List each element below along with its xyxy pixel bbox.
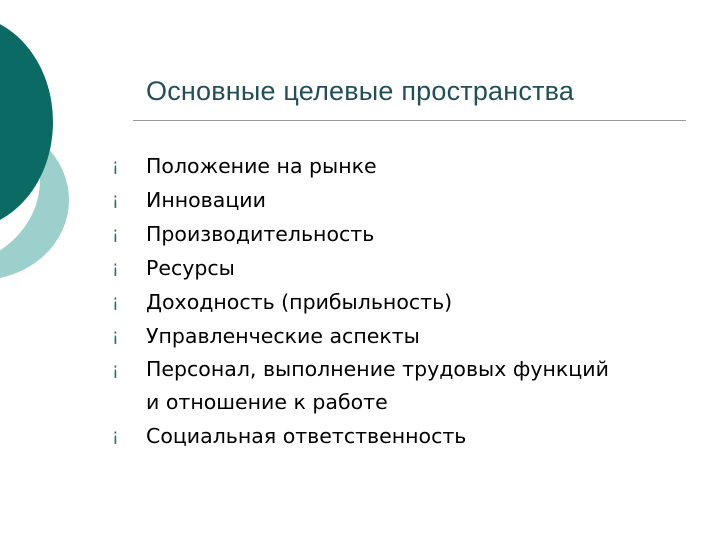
circle-bullet-icon: ¡ [112,190,119,210]
circle-bullet-icon: ¡ [112,326,119,346]
list-item-text: Производительность [146,222,375,246]
list-item-text: Управленческие аспекты [146,324,420,348]
title-divider [133,120,686,121]
list-item [110,285,609,319]
list-item [110,319,609,353]
list-item [110,183,609,217]
list-item [110,353,609,419]
bullet-list [110,149,609,453]
circle-bullet-icon: ¡ [112,426,119,446]
list-item-text: Положение на рынке [146,154,377,178]
list-item [110,217,609,251]
list-item [110,419,609,453]
list-item [110,251,609,285]
list-item-text: Персонал, выполнение трудовых функций и отношение к работе [146,357,609,414]
circle-bullet-icon: ¡ [112,224,119,244]
circle-bullet-icon: ¡ [112,360,119,380]
list-item-text: Ресурсы [146,256,235,280]
list-item-text: Доходность (прибыльность) [146,290,453,314]
list-item-text: Инновации [146,188,266,212]
circle-bullet-icon: ¡ [112,156,119,176]
circle-bullet-icon: ¡ [112,258,119,278]
circle-bullet-icon: ¡ [112,292,119,312]
list-item-text: Социальная ответственность [146,424,467,448]
slide-title: Основные целевые пространства [146,76,575,106]
list-item [110,149,609,183]
